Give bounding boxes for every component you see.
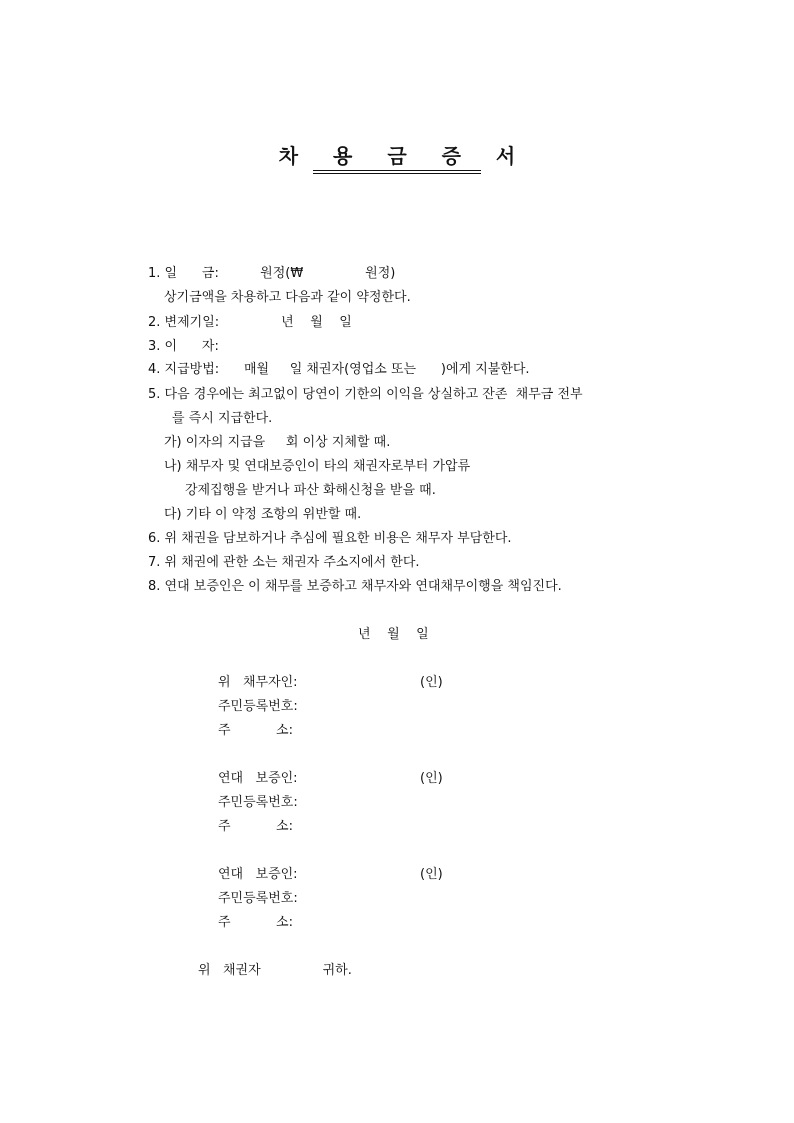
guarantor-2-id-label: 주민등록번호:	[218, 891, 298, 906]
guarantor-1-address-label: 주 소:	[218, 819, 293, 834]
clause-5-a: 가) 이자의 지급을 회 이상 지체할 때.	[164, 435, 391, 450]
guarantor-1-label: 연대 보증인:	[218, 771, 298, 786]
guarantor-2-address-label: 주 소:	[218, 915, 293, 930]
title-underline	[313, 170, 481, 171]
debtor-address-label: 주 소:	[218, 723, 293, 738]
clause-2: 2. 변제기일: 년 월 일	[148, 315, 352, 330]
clause-5-cont: 를 즉시 지급한다.	[172, 411, 273, 426]
debtor-id-label: 주민등록번호:	[218, 699, 298, 714]
debtor-label: 위 채무자인:	[218, 675, 298, 690]
clause-3: 3. 이 자:	[148, 339, 219, 354]
clause-8: 8. 연대 보증인은 이 채무를 보증하고 채무자와 연대채무이행을 책임진다.	[148, 579, 562, 594]
title-underline	[313, 173, 481, 174]
date-line: 년 월 일	[358, 627, 429, 642]
closing-line: 위 채권자 귀하.	[198, 963, 352, 978]
debtor-seal: (인)	[420, 675, 443, 690]
document-title: 차 용 금 증 서	[278, 144, 530, 168]
guarantor-1-id-label: 주민등록번호:	[218, 795, 298, 810]
clause-7: 7. 위 채권에 관한 소는 채권자 주소지에서 한다.	[148, 555, 420, 570]
guarantor-2-label: 연대 보증인:	[218, 867, 298, 882]
clause-5: 5. 다음 경우에는 최고없이 당연이 기한의 이익을 상실하고 잔존 채무금 전부	[148, 387, 583, 402]
clause-6: 6. 위 채권을 담보하거나 추심에 필요한 비용은 채무자 부담한다.	[148, 531, 512, 546]
clause-4: 4. 지급방법: 매월 일 채권자(영업소 또는 )에게 지불한다.	[148, 362, 530, 377]
clause-1-note: 상기금액을 차용하고 다음과 같이 약정한다.	[164, 290, 411, 305]
clause-5-b: 나) 채무자 및 연대보증인이 타의 채권자로부터 가압류	[164, 459, 471, 474]
guarantor-2-seal: (인)	[420, 867, 443, 882]
document-title-wrap	[0, 140, 794, 169]
clause-1: 1. 일 금: 원정(₩ 원정)	[148, 266, 396, 281]
clause-5-b-cont: 강제집행을 받거나 파산 화해신청을 받을 때.	[185, 483, 436, 498]
clause-5-c: 다) 기타 이 약정 조항의 위반할 때.	[164, 507, 362, 522]
guarantor-1-seal: (인)	[420, 771, 443, 786]
